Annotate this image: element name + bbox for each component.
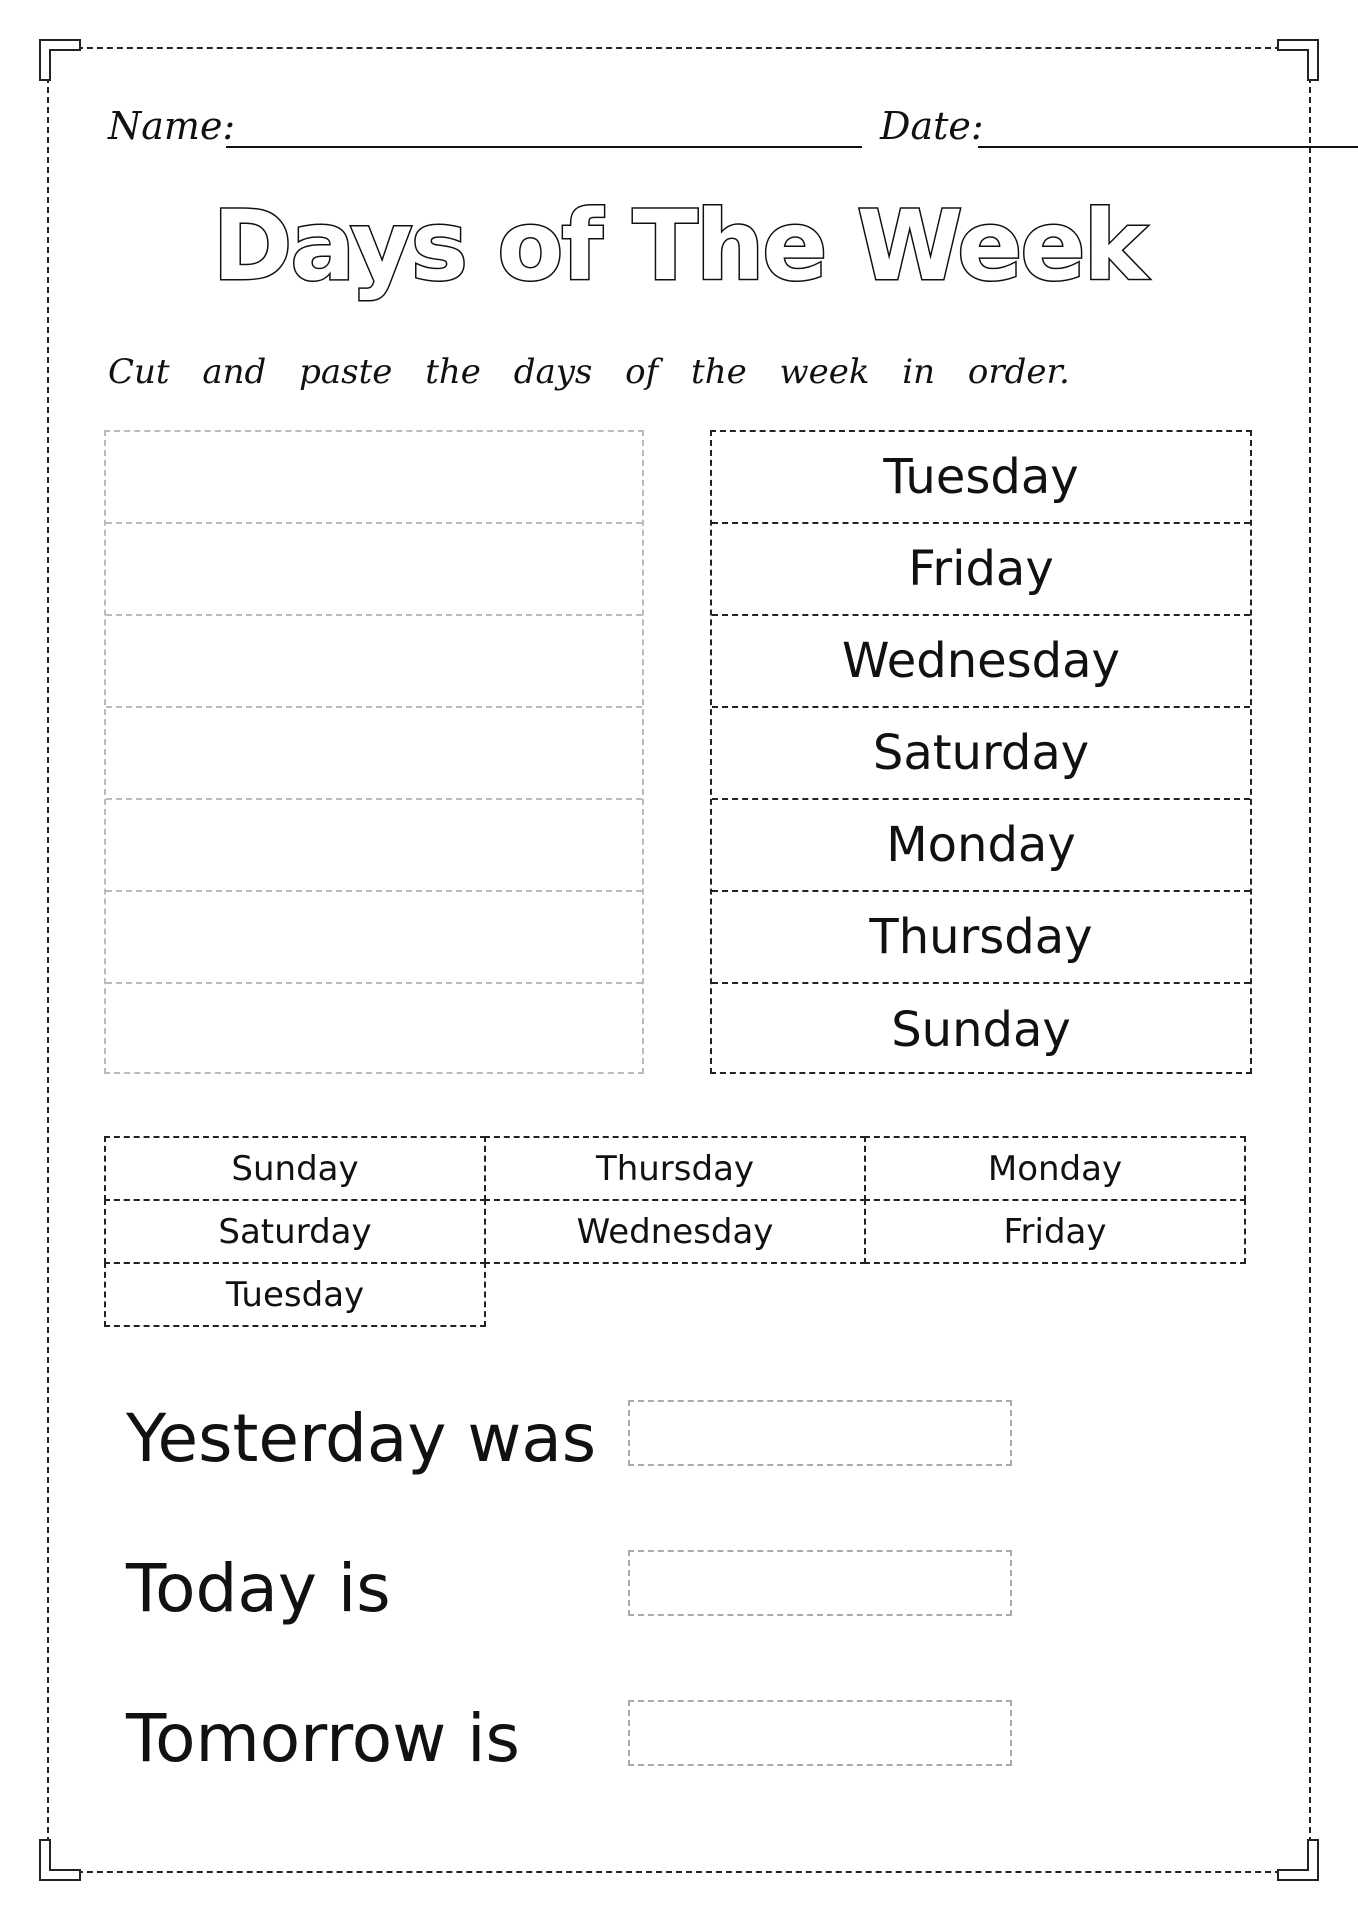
instruction-text: Cut and paste the days of the week in order. <box>108 352 1070 392</box>
cutout-card[interactable]: Tuesday <box>104 1262 486 1327</box>
day-strip[interactable]: Monday <box>712 800 1250 892</box>
cutout-card[interactable]: Friday <box>864 1199 1246 1264</box>
paste-slot[interactable] <box>106 984 642 1076</box>
date-field[interactable] <box>978 146 1358 148</box>
name-field[interactable] <box>226 146 862 148</box>
cutout-card[interactable]: Saturday <box>104 1199 486 1264</box>
paste-slot[interactable] <box>106 616 642 708</box>
answer-box-tomorrow[interactable] <box>628 1700 1012 1766</box>
paste-area <box>104 430 644 1074</box>
question-label-today: Today is <box>126 1550 391 1627</box>
day-strip[interactable]: Sunday <box>891 1002 1071 1058</box>
cutout-card[interactable]: Sunday <box>104 1136 486 1201</box>
corner-mark-top-right <box>1276 38 1320 82</box>
day-strip[interactable]: Thursday <box>712 892 1250 984</box>
date-label: Date: <box>880 104 984 148</box>
page-title: Days of The Week <box>212 190 1146 302</box>
day-strip[interactable]: Friday <box>712 524 1250 616</box>
day-strip[interactable]: Tuesday <box>712 432 1250 524</box>
corner-mark-top-left <box>38 38 82 82</box>
cutout-card[interactable]: Thursday <box>484 1136 866 1201</box>
cutout-card[interactable]: Monday <box>864 1136 1246 1201</box>
cutout-card[interactable]: Wednesday <box>484 1199 866 1264</box>
paste-slot[interactable] <box>106 800 642 892</box>
paste-slot[interactable] <box>106 708 642 800</box>
paste-slot[interactable] <box>106 432 642 524</box>
corner-mark-bottom-right <box>1276 1838 1320 1882</box>
answer-box-yesterday[interactable] <box>628 1400 1012 1466</box>
question-label-yesterday: Yesterday was <box>126 1400 597 1477</box>
name-label: Name: <box>108 104 236 148</box>
day-strip[interactable]: Wednesday <box>712 616 1250 708</box>
paste-slot[interactable] <box>106 892 642 984</box>
answer-box-today[interactable] <box>628 1550 1012 1616</box>
corner-mark-bottom-left <box>38 1838 82 1882</box>
day-strips <box>710 430 1252 1074</box>
paste-slot[interactable] <box>106 524 642 616</box>
question-label-tomorrow: Tomorrow is <box>126 1700 520 1777</box>
day-strip[interactable]: Saturday <box>712 708 1250 800</box>
